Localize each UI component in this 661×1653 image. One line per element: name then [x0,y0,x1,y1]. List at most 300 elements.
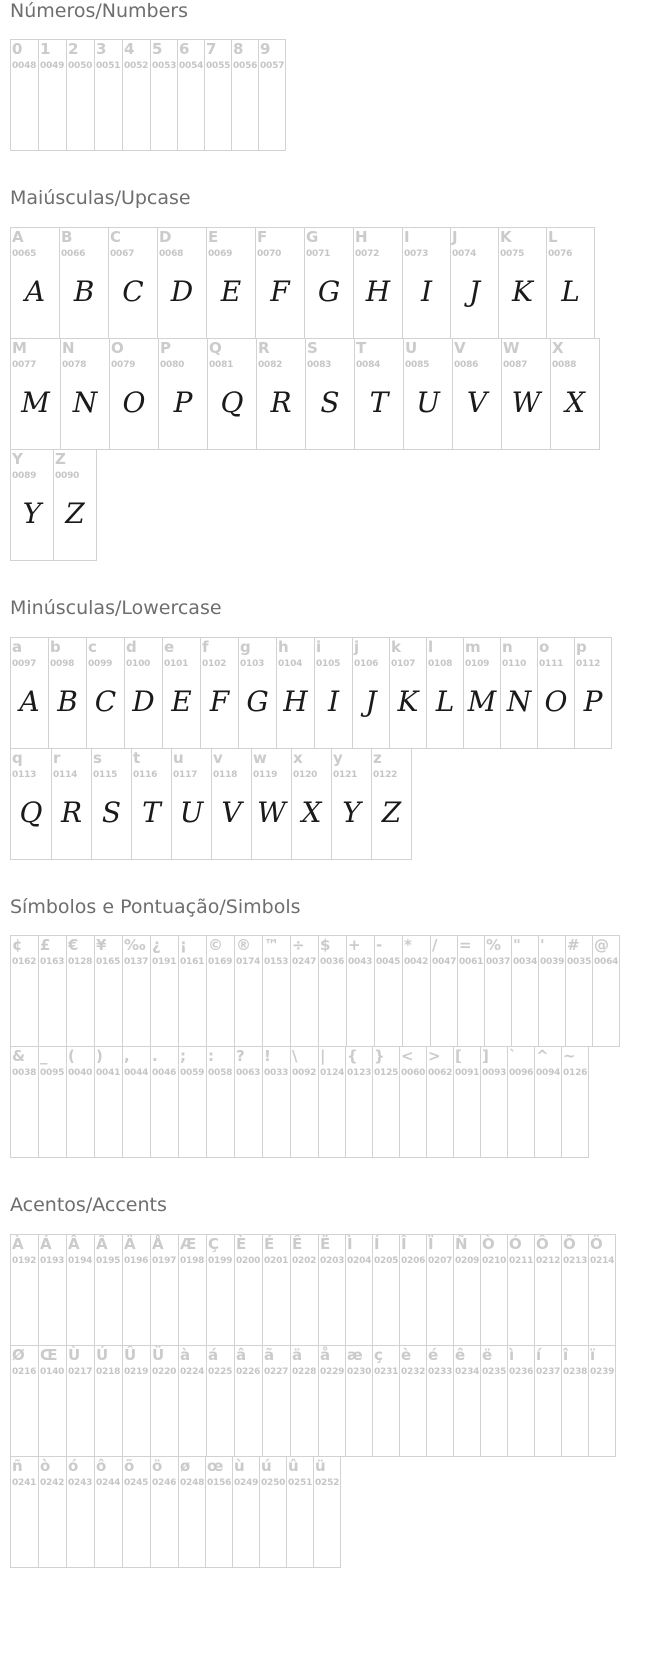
glyph-cell [38,935,67,1047]
glyph-cell [457,935,485,1047]
glyph-code: 0100 [126,659,151,669]
glyph-code: 0034 [513,957,538,967]
glyph-label: B [61,228,73,246]
glyph-label: ô [96,1457,107,1475]
glyph-code: 0104 [278,659,303,669]
glyph-cell [534,1046,562,1158]
glyph-cell [262,1234,291,1346]
glyph-label: m [465,638,481,656]
glyph-label: 1 [40,40,51,58]
glyph-cell [290,1345,319,1457]
glyph-label: õ [124,1457,135,1475]
glyph-code: 0193 [40,1256,65,1266]
glyph-label: À [12,1235,24,1253]
glyph-label: M [12,339,27,357]
glyph-cell [331,748,372,860]
glyph-code: 0209 [455,1256,480,1266]
glyph-code: 0070 [257,249,282,259]
glyph-code: 0252 [315,1478,340,1488]
glyph-label: Ò [482,1235,495,1253]
glyph-code: 0249 [234,1478,259,1488]
glyph-cell [453,1234,481,1346]
glyph-label: â [236,1346,247,1364]
glyph-code: 0077 [12,360,37,370]
glyph-cell [53,449,97,561]
glyph-cell [511,935,539,1047]
glyph-label: ‰ [124,936,146,954]
glyph-code: 0204 [347,1256,372,1266]
glyph-label: % [486,936,502,954]
glyph-label: 2 [68,40,79,58]
glyph-code: 0206 [401,1256,426,1266]
glyph-code: 0102 [202,659,227,669]
glyph-label: r [53,749,61,767]
glyph-code: 0226 [236,1367,261,1377]
glyph-cell [537,637,575,749]
section-title-si-mbolos-e-pontuac-a-o-simbols: Símbolos e Pontuação/Simbols [10,896,301,918]
glyph-code: 0055 [206,61,231,71]
glyph-label: Ü [152,1346,165,1364]
glyph-cell [318,1345,346,1457]
glyph-label: É [264,1235,275,1253]
glyph-cell [403,338,453,450]
glyph-code: 0231 [374,1367,399,1377]
glyph-label: h [278,638,289,656]
glyph-sample: R [60,796,83,829]
glyph-code: 0115 [93,770,118,780]
glyph-label: Ù [68,1346,81,1364]
glyph-cell [178,1456,206,1568]
glyph-cell [66,1456,95,1568]
glyph-cell [534,1234,562,1346]
glyph-cell [507,1345,535,1457]
glyph-cell [231,39,259,151]
glyph-code: 0101 [164,659,189,669]
glyph-label: . [152,1047,158,1065]
glyph-label: Q [209,339,222,357]
glyph-cell [122,1234,151,1346]
glyph-code: 0162 [12,957,37,967]
glyph-label: ó [68,1457,79,1475]
glyph-code: 0064 [594,957,619,967]
glyph-cell [238,637,277,749]
glyph-sample: Z [65,497,85,530]
glyph-code: 0191 [152,957,177,967]
glyph-code: 0219 [124,1367,149,1377]
glyph-code: 0068 [159,249,184,259]
glyph-code: 0039 [540,957,565,967]
glyph-cell [94,39,123,151]
glyph-cell [372,1234,400,1346]
glyph-code: 0225 [208,1367,233,1377]
glyph-code: 0091 [455,1068,480,1078]
glyph-code: 0161 [180,957,205,967]
glyph-sample: D [170,275,194,308]
glyph-cell [507,1046,535,1158]
glyph-cell [38,39,67,151]
glyph-cell [588,1345,616,1457]
glyph-label: X [552,339,564,357]
glyph-cell [500,637,538,749]
glyph-label: Ø [12,1346,25,1364]
glyph-cell [290,1234,319,1346]
glyph-cell [38,1456,67,1568]
glyph-sample: P [583,685,603,718]
glyph-cell [150,1456,179,1568]
glyph-code: 0213 [563,1256,588,1266]
glyph-code: 0125 [374,1068,399,1078]
glyph-label: Y [12,450,23,468]
glyph-label: [ [455,1047,462,1065]
glyph-label: Ì [347,1235,353,1253]
glyph-code: 0106 [354,659,379,669]
glyph-code: 0174 [236,957,261,967]
glyph-cell [426,1234,454,1346]
glyph-cell [206,1345,235,1457]
glyph-sample: I [327,685,340,718]
glyph-cell [484,935,512,1047]
glyph-label: í [536,1346,542,1364]
glyph-sample: B [57,685,78,718]
glyph-cell [38,1046,67,1158]
glyph-code: 0199 [208,1256,233,1266]
glyph-sample: U [416,386,440,419]
glyph-cell [259,1456,287,1568]
glyph-label: ì [509,1346,515,1364]
glyph-code: 0061 [459,957,484,967]
glyph-label: ï [590,1346,596,1364]
glyph-label: Ë [320,1235,331,1253]
glyph-label: n [502,638,513,656]
glyph-label: W [503,339,520,357]
glyph-label: H [355,228,368,246]
glyph-code: 0084 [356,360,381,370]
glyph-label: ! [264,1047,271,1065]
glyph-code: 0196 [124,1256,149,1266]
glyph-code: 0051 [96,61,121,71]
glyph-label: ( [68,1047,75,1065]
glyph-code: 0057 [260,61,285,71]
glyph-code: 0093 [482,1068,507,1078]
glyph-cell [399,1234,427,1346]
glyph-code: 0119 [253,770,278,780]
glyph-code: 0086 [454,360,479,370]
glyph-cell [171,748,212,860]
glyph-cell [207,338,257,450]
glyph-label: > [428,1047,441,1065]
glyph-code: 0071 [306,249,331,259]
glyph-code: 0238 [563,1367,588,1377]
glyph-label: à [180,1346,191,1364]
glyph-code: 0211 [509,1256,534,1266]
glyph-label: Ã [96,1235,108,1253]
glyph-cell [453,1345,481,1457]
glyph-code: 0247 [292,957,317,967]
glyph-label: 6 [179,40,190,58]
glyph-code: 0217 [68,1367,93,1377]
glyph-label: ~ [563,1047,576,1065]
glyph-label: 9 [260,40,271,58]
glyph-sample: E [220,275,242,308]
glyph-code: 0229 [320,1367,345,1377]
glyph-code: 0067 [110,249,135,259]
glyph-label: d [126,638,137,656]
glyph-cell [546,227,595,339]
glyph-sample: W [257,796,286,829]
glyph-label: e [164,638,175,656]
glyph-code: 0205 [374,1256,399,1266]
glyph-cell [66,1046,95,1158]
glyph-label: i [316,638,322,656]
glyph-cell [463,637,501,749]
glyph-sample: C [122,275,144,308]
glyph-cell [318,1046,346,1158]
glyph-cell [109,338,159,450]
glyph-sample: K [512,275,533,308]
glyph-cell [10,748,52,860]
glyph-label: Z [55,450,66,468]
glyph-code: 0058 [208,1068,233,1078]
glyph-code: 0076 [548,249,573,259]
glyph-label: @ [594,936,609,954]
glyph-code: 0233 [428,1367,453,1377]
glyph-code: 0248 [180,1478,205,1488]
glyph-code: 0112 [576,659,601,669]
glyph-cell [352,637,390,749]
glyph-sample: L [435,685,455,718]
glyph-code: 0072 [355,249,380,259]
glyph-code: 0099 [88,659,113,669]
glyph-code: 0232 [401,1367,426,1377]
glyph-label: , [124,1047,130,1065]
glyph-label: û [288,1457,299,1475]
glyph-code: 0214 [590,1256,615,1266]
glyph-label: S [307,339,318,357]
glyph-label: D [159,228,172,246]
glyph-code: 0244 [96,1478,121,1488]
glyph-cell [353,227,403,339]
glyph-code: 0251 [288,1478,313,1488]
glyph-code: 0237 [536,1367,561,1377]
glyph-cell [94,1456,123,1568]
glyph-cell [262,1046,291,1158]
glyph-code: 0033 [264,1068,289,1078]
glyph-code: 0097 [12,659,37,669]
glyph-code: 0040 [68,1068,93,1078]
glyph-cell [453,1046,481,1158]
glyph-cell [234,1234,263,1346]
glyph-cell [234,935,263,1047]
glyph-code: 0218 [96,1367,121,1377]
glyph-label: È [236,1235,247,1253]
glyph-code: 0047 [432,957,457,967]
glyph-label: Á [40,1235,52,1253]
glyph-label: I [404,228,410,246]
glyph-label: a [12,638,23,656]
glyph-label: ) [96,1047,103,1065]
glyph-cell [291,748,332,860]
glyph-sample: O [122,386,146,419]
glyph-sample: X [301,796,322,829]
glyph-label: ù [234,1457,245,1475]
glyph-code: 0054 [179,61,204,71]
glyph-label: O [111,339,124,357]
glyph-cell [538,935,566,1047]
glyph-code: 0065 [12,249,37,259]
glyph-code: 0220 [152,1367,177,1377]
glyph-label: ¡ [180,936,187,954]
glyph-cell [426,1046,454,1158]
glyph-label: ¢ [12,936,23,954]
glyph-cell [345,1234,373,1346]
glyph-cell [480,1234,508,1346]
glyph-label: ú [261,1457,272,1475]
glyph-sample: J [468,275,481,308]
glyph-code: 0169 [208,957,233,967]
glyph-code: 0075 [500,249,525,259]
glyph-label: A [12,228,24,246]
glyph-code: 0050 [68,61,93,71]
glyph-label: © [208,936,223,954]
glyph-cell [534,1345,562,1457]
glyph-sample: B [73,275,95,308]
glyph-cell [206,1234,235,1346]
glyph-label: ç [374,1346,383,1364]
glyph-code: 0192 [12,1256,37,1266]
glyph-label: } [374,1047,385,1065]
glyph-cell [234,1046,263,1158]
glyph-label: b [50,638,61,656]
glyph-sample: H [365,275,391,308]
glyph-code: 0126 [563,1068,588,1078]
glyph-sample: H [283,685,308,718]
glyph-label: K [500,228,512,246]
glyph-sample: N [72,386,98,419]
glyph-code: 0117 [173,770,198,780]
glyph-label: = [459,936,472,954]
glyph-sample: T [369,386,389,419]
glyph-cell [290,935,319,1047]
glyph-cell [262,1345,291,1457]
glyph-label: ; [180,1047,186,1065]
glyph-label: Ú [96,1346,109,1364]
glyph-sample: X [565,386,585,419]
glyph-cell [124,637,163,749]
glyph-cell [399,1345,427,1457]
glyph-code: 0066 [61,249,86,259]
glyph-code: 0079 [111,360,136,370]
glyph-code: 0216 [12,1367,37,1377]
glyph-code: 0122 [373,770,398,780]
glyph-code: 0036 [320,957,345,967]
glyph-cell [588,1234,616,1346]
glyph-code: 0041 [96,1068,121,1078]
glyph-label: Å [152,1235,164,1253]
glyph-label: l [428,638,434,656]
glyph-cell [346,935,375,1047]
glyph-label: Ô [536,1235,549,1253]
glyph-cell [561,1234,589,1346]
glyph-label: é [428,1346,439,1364]
glyph-label: 7 [206,40,217,58]
glyph-code: 0044 [124,1068,149,1078]
glyph-label: è [401,1346,412,1364]
glyph-code: 0038 [12,1068,37,1078]
glyph-code: 0088 [552,360,577,370]
glyph-code: 0124 [320,1068,345,1078]
glyph-label: 4 [124,40,135,58]
glyph-label: L [548,228,558,246]
glyph-cell [206,1046,235,1158]
glyph-cell [66,1345,95,1457]
glyph-cell [211,748,252,860]
glyph-label: z [373,749,382,767]
glyph-code: 0103 [240,659,265,669]
glyph-sample: A [24,275,46,308]
glyph-label: u [173,749,184,767]
glyph-label: g [240,638,251,656]
glyph-label: Ê [292,1235,303,1253]
glyph-sample: J [365,685,377,718]
glyph-cell [305,338,355,450]
glyph-code: 0203 [320,1256,345,1266]
glyph-cell [178,1234,207,1346]
glyph-cell [480,1046,508,1158]
glyph-code: 0234 [455,1367,480,1377]
glyph-cell [501,338,551,450]
glyph-cell [371,748,412,860]
glyph-label: P [160,339,171,357]
glyph-cell [10,1234,39,1346]
glyph-label: ^ [536,1047,549,1065]
glyph-cell [550,338,600,450]
glyph-cell [313,1456,341,1568]
glyph-code: 0156 [207,1478,232,1488]
glyph-cell [108,227,158,339]
glyph-label: ÷ [292,936,305,954]
glyph-cell [10,935,39,1047]
glyph-code: 0195 [96,1256,121,1266]
glyph-cell [66,1234,95,1346]
glyph-code: 0210 [482,1256,507,1266]
glyph-sample: L [561,275,580,308]
glyph-cell [60,338,110,450]
glyph-cell [374,935,403,1047]
glyph-label: ` [509,1047,517,1065]
glyph-cell [206,227,256,339]
glyph-label: V [454,339,466,357]
glyph-label: c [88,638,97,656]
glyph-code: 0037 [486,957,511,967]
glyph-code: 0200 [236,1256,261,1266]
glyph-cell [94,1046,123,1158]
glyph-code: 0059 [180,1068,205,1078]
glyph-code: 0089 [12,471,37,481]
glyph-cell [426,637,464,749]
glyph-sample: Q [220,386,244,419]
glyph-label: Ï [428,1235,434,1253]
glyph-code: 0080 [160,360,185,370]
glyph-code: 0245 [124,1478,149,1488]
section-title-maiu-sculas-upcase: Maiúsculas/Upcase [10,187,191,209]
glyph-label: - [376,936,383,954]
glyph-label: ü [315,1457,326,1475]
glyph-cell [178,935,207,1047]
glyph-code: 0224 [180,1367,205,1377]
glyph-label: ¥ [96,936,107,954]
glyph-label: æ [347,1346,363,1364]
glyph-label: w [253,749,267,767]
